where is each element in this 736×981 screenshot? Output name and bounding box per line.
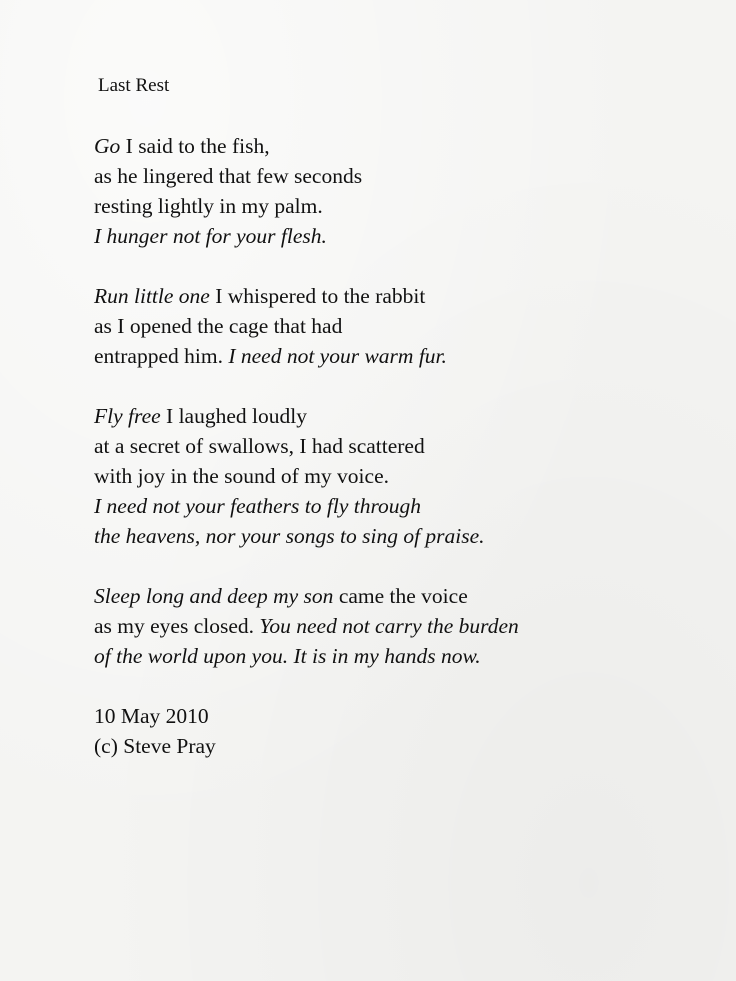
stanza-3-line-4: I need not your feathers to fly through — [94, 494, 422, 518]
stanza-gap — [94, 671, 694, 701]
stanza-gap — [94, 251, 694, 281]
stanza-2-line-3-text: entrapped him. — [94, 344, 229, 368]
stanza-2-line-1-italic: Run little one — [94, 284, 210, 308]
stanza-2-line-3 — [94, 341, 694, 371]
stanza-3-line-5: the heavens, nor your songs to sing of praise. — [94, 524, 485, 548]
stanza-2-line-2: as I opened the cage that had — [94, 314, 343, 338]
stanza-3-line-1 — [94, 401, 694, 431]
stanza-3-line-1-text: I laughed loudly — [160, 404, 307, 428]
stanza-3-line-3: with joy in the sound of my voice. — [94, 464, 389, 488]
stanza-1-line-1-italic: Go — [94, 134, 121, 158]
stanza-1-line-1-text: I said to the fish, — [120, 134, 270, 158]
stanza-2-line-3-italic: I need not your warm fur. — [228, 344, 447, 368]
stanza-gap — [94, 551, 694, 581]
stanza-gap — [94, 371, 694, 401]
stanza-1-line-2: as he lingered that few seconds — [94, 164, 363, 188]
stanza-3 — [94, 401, 694, 551]
stanza-1-line-3: resting lightly in my palm. — [94, 194, 323, 218]
stanza-1-line-4: I hunger not for your flesh. — [94, 224, 327, 248]
stanza-4-line-1-text: came the voice — [333, 584, 468, 608]
poem-title: Last Rest — [98, 75, 170, 96]
stanza-4-line-2 — [94, 611, 694, 641]
poem-date: 10 May 2010 — [94, 704, 209, 728]
stanza-1-line-1 — [94, 131, 694, 161]
stanza-4-line-1 — [94, 581, 694, 611]
stanza-3-line-1-italic: Fly free — [94, 404, 161, 428]
stanza-4-line-3: of the world upon you. It is in my hands now. — [94, 644, 481, 668]
poem-copyright: (c) Steve Pray — [94, 734, 216, 758]
stanza-2-line-1 — [94, 281, 694, 311]
stanza-1 — [94, 131, 694, 251]
stanza-3-line-2: at a secret of swallows, I had scattered — [94, 434, 425, 458]
stanza-4-line-2-italic: You need not carry the burden — [259, 614, 519, 638]
stanza-2 — [94, 281, 694, 371]
poem — [94, 66, 694, 761]
stanza-gap — [94, 101, 694, 131]
stanza-2-line-1-text: I whispered to the rabbit — [209, 284, 426, 308]
stanza-4 — [94, 581, 694, 671]
stanza-4-line-1-italic: Sleep long and deep my son — [94, 584, 334, 608]
stanza-4-line-2-text: as my eyes closed. — [94, 614, 260, 638]
